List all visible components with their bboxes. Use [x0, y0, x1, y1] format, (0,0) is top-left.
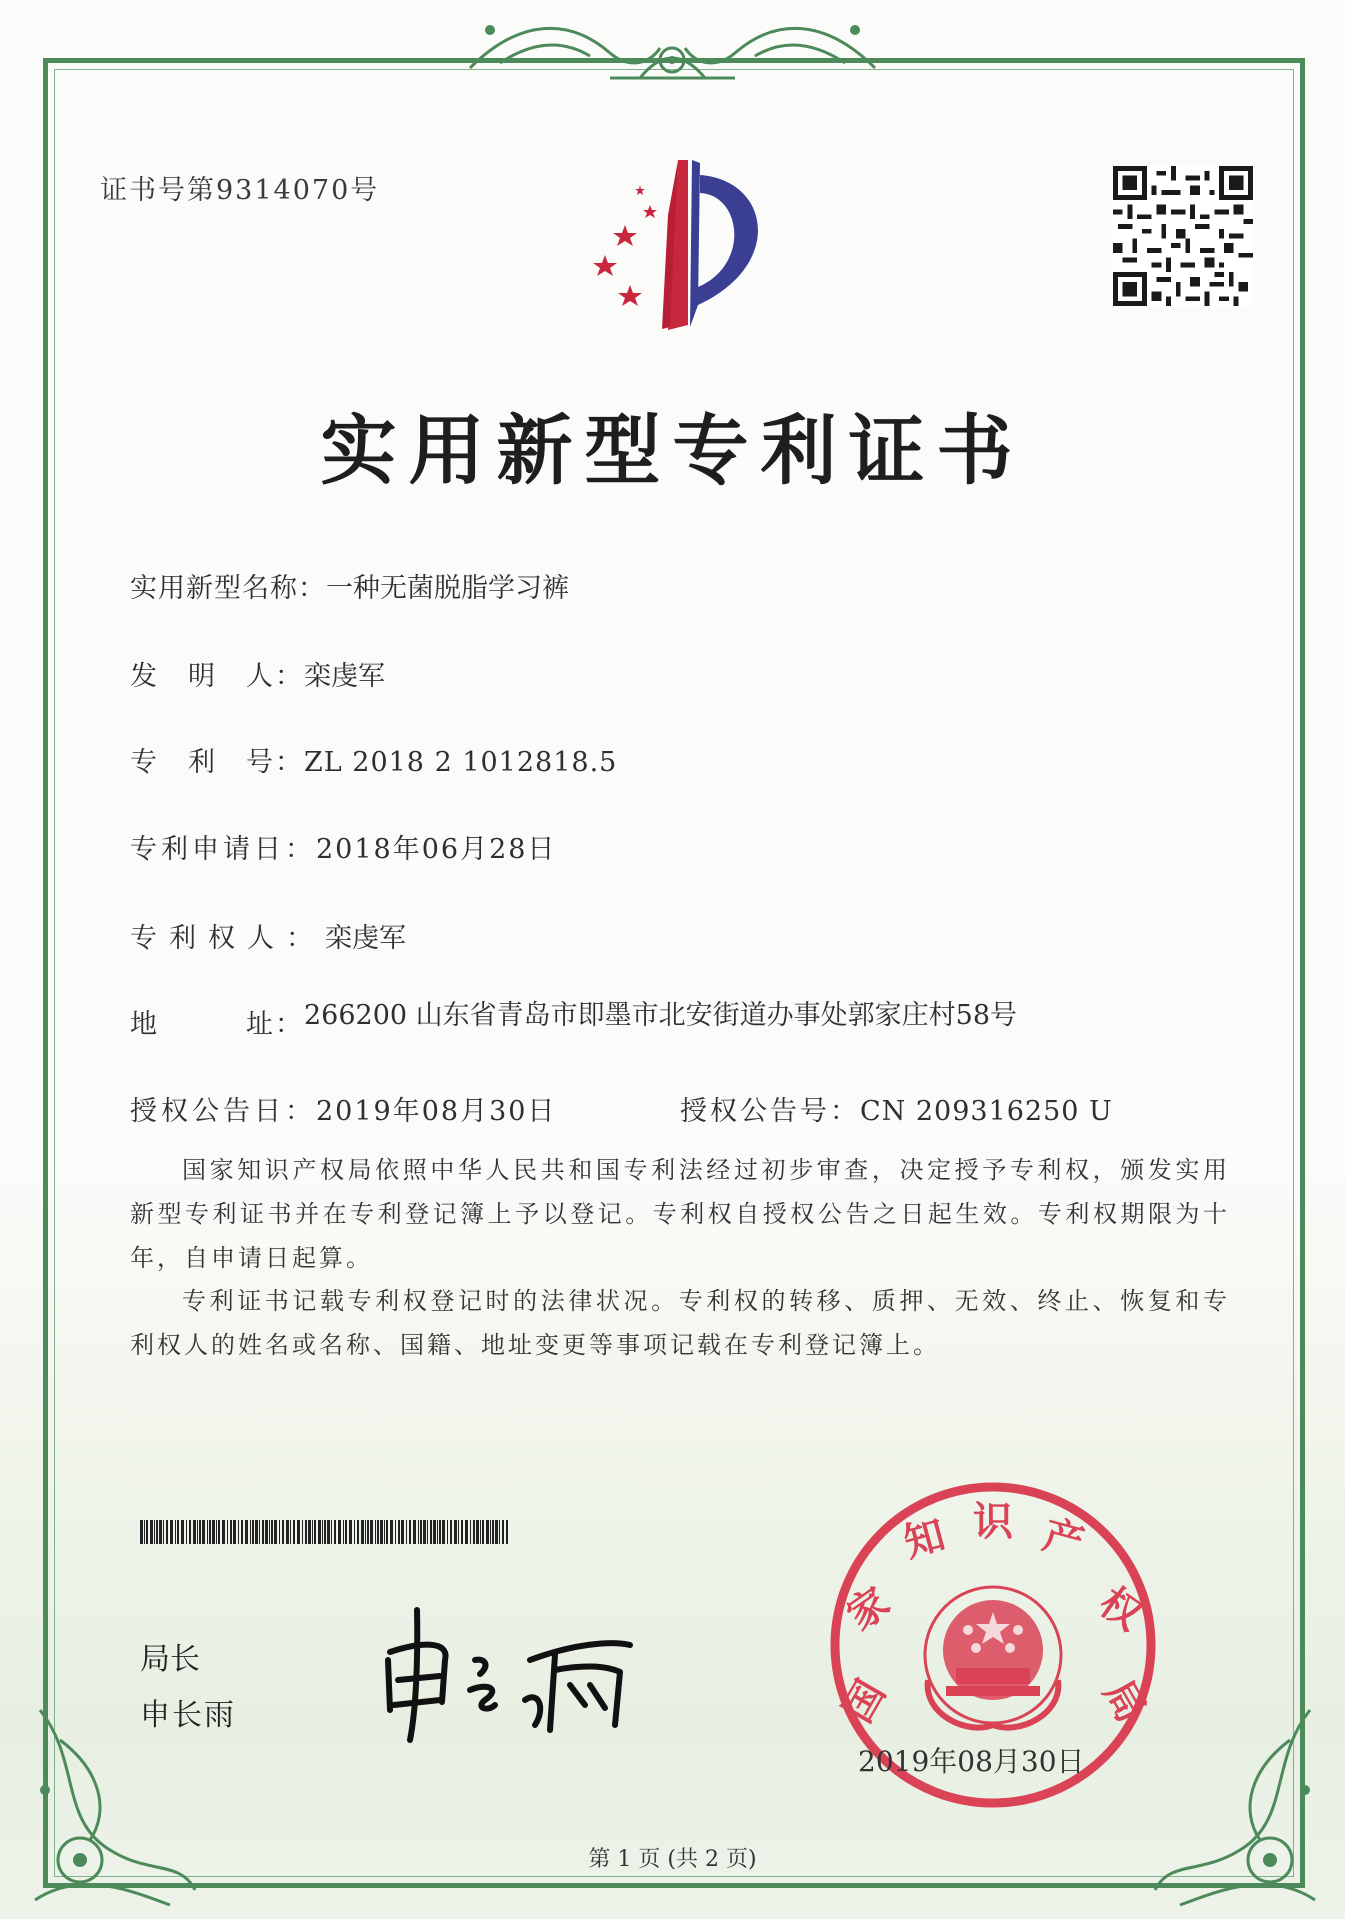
- inventor-field: [130, 654, 385, 693]
- inventor-name: 栾虔军: [304, 661, 385, 692]
- seal-char: 产: [1038, 1512, 1089, 1567]
- barcode-bar: [163, 1520, 164, 1544]
- utility-model-name-field: [130, 566, 569, 605]
- barcode-bar: [166, 1520, 168, 1544]
- field-label: 发 明 人：: [130, 661, 304, 692]
- top-ornament-icon: [460, 8, 885, 88]
- barcode-bar: [230, 1520, 232, 1544]
- director-name: 申长雨: [140, 1698, 236, 1733]
- barcode-bar: [409, 1520, 411, 1544]
- legal-status-paragraph: 专利证书记载专利权登记时的法律状况。专利权的转移、质押、无效、终止、恢复和专利权人的姓名或名称、国籍、地址变更等事项记载在专利登记簿上。: [130, 1287, 1230, 1359]
- barcode-bar: [305, 1520, 307, 1544]
- field-label: 专利权人：: [130, 923, 325, 954]
- barcode-bar: [370, 1520, 373, 1544]
- field-label: 授权公告日：: [130, 1096, 316, 1127]
- qr-code-icon: [1113, 166, 1253, 306]
- barcode-bar: [282, 1520, 284, 1544]
- barcode-bar: [189, 1520, 191, 1544]
- seal-char: 权: [1090, 1579, 1151, 1640]
- barcode-bar: [465, 1520, 468, 1544]
- barcode-bar: [458, 1520, 459, 1544]
- seal-char: 家: [838, 1579, 899, 1640]
- barcode-bar: [334, 1520, 336, 1544]
- address-field: [130, 1002, 1024, 1041]
- barcode-bar: [212, 1520, 215, 1544]
- barcode-bar: [331, 1520, 332, 1544]
- barcode-bar: [216, 1520, 217, 1544]
- seal-char: 局: [1094, 1672, 1155, 1731]
- barcode-bar: [279, 1520, 280, 1544]
- field-label: 实用新型名称：: [130, 573, 326, 604]
- barcode-bar: [447, 1520, 448, 1544]
- barcode-bar: [207, 1520, 208, 1544]
- barcode-bar: [437, 1520, 438, 1544]
- barcode-bar: [495, 1520, 498, 1544]
- barcode-bar: [154, 1520, 155, 1544]
- barcode-bar: [395, 1520, 396, 1544]
- barcode-bar: [492, 1520, 494, 1544]
- certificate-number: 证书号第9314070号: [100, 175, 380, 206]
- barcode-bar: [361, 1520, 364, 1544]
- barcode-icon: [140, 1520, 508, 1544]
- barcode-bar: [150, 1520, 153, 1544]
- barcode-bar: [343, 1520, 344, 1544]
- barcode-bar: [245, 1520, 248, 1544]
- barcode-bar: [181, 1520, 184, 1544]
- barcode-bar: [297, 1520, 300, 1544]
- barcode-bar: [209, 1520, 211, 1544]
- barcode-bar: [490, 1520, 491, 1544]
- barcode-bar: [430, 1520, 432, 1544]
- field-label: 授权公告号：: [680, 1096, 860, 1127]
- field-label: 地 址：: [130, 1009, 304, 1040]
- patent-number: ZL 2018 2 1012818.5: [304, 747, 618, 778]
- patent-holder-field: [130, 916, 406, 955]
- barcode-bar: [144, 1520, 145, 1544]
- barcode-bar: [238, 1520, 239, 1544]
- barcode-bar: [175, 1520, 176, 1544]
- grant-number-field: [680, 1089, 1113, 1128]
- barcode-bar: [423, 1520, 426, 1544]
- barcode-bar: [384, 1520, 385, 1544]
- barcode-bar: [255, 1520, 258, 1544]
- barcode-bar: [146, 1520, 148, 1544]
- certificate-title: 实用新型专利证书: [320, 406, 1025, 495]
- barcode-bar: [322, 1520, 323, 1544]
- barcode-bar: [302, 1520, 303, 1544]
- patent-office-logo-icon: [570, 155, 790, 335]
- barcode-bar: [427, 1520, 428, 1544]
- director-title: 局长: [140, 1642, 200, 1677]
- barcode-bar: [271, 1520, 273, 1544]
- barcode-bar: [499, 1520, 500, 1544]
- barcode-bar: [218, 1520, 220, 1544]
- barcode-bar: [177, 1520, 179, 1544]
- barcode-bar: [398, 1520, 400, 1544]
- grant-date: 2019年08月30日: [316, 1096, 557, 1127]
- barcode-bar: [314, 1520, 316, 1544]
- barcode-bar: [327, 1520, 330, 1544]
- grant-date-field: [130, 1089, 556, 1128]
- barcode-bar: [357, 1520, 359, 1544]
- utility-model-name: 一种无菌脱脂学习裤: [326, 573, 569, 604]
- barcode-bar: [274, 1520, 277, 1544]
- barcode-bar: [233, 1520, 236, 1544]
- barcode-bar: [354, 1520, 355, 1544]
- barcode-bar: [375, 1520, 376, 1544]
- barcode-bar: [338, 1520, 341, 1544]
- filing-date: 2018年06月28日: [316, 834, 557, 865]
- bottom-right-ornament-icon: [1140, 1700, 1330, 1910]
- barcode-bar: [252, 1520, 254, 1544]
- patent-number-field: [130, 740, 617, 779]
- barcode-bar: [202, 1520, 205, 1544]
- barcode-bar: [349, 1520, 352, 1544]
- barcode-bar: [418, 1520, 419, 1544]
- barcode-bar: [324, 1520, 326, 1544]
- barcode-bar: [454, 1520, 457, 1544]
- director-signature-icon: [370, 1590, 690, 1750]
- barcode-bar: [159, 1520, 162, 1544]
- barcode-bar: [461, 1520, 463, 1544]
- field-label: 专利申请日：: [130, 834, 316, 865]
- barcode-bar: [506, 1520, 508, 1544]
- barcode-bar: [413, 1520, 416, 1544]
- barcode-bar: [197, 1520, 198, 1544]
- barcode-bar: [502, 1520, 504, 1544]
- barcode-bar: [312, 1520, 313, 1544]
- barcode-bar: [476, 1520, 479, 1544]
- barcode-bar: [390, 1520, 393, 1544]
- seal-char: 识: [973, 1499, 1013, 1545]
- barcode-bar: [345, 1520, 347, 1544]
- barcode-bar: [199, 1520, 201, 1544]
- barcode-bar: [227, 1520, 228, 1544]
- barcode-bar: [170, 1520, 173, 1544]
- seal-char: 知: [899, 1512, 950, 1567]
- barcode-bar: [186, 1520, 187, 1544]
- page-number: 第 1 页 (共 2 页): [588, 1847, 757, 1872]
- barcode-bar: [269, 1520, 270, 1544]
- barcode-bar: [439, 1520, 441, 1544]
- barcode-bar: [450, 1520, 452, 1544]
- barcode-bar: [250, 1520, 251, 1544]
- barcode-bar: [377, 1520, 379, 1544]
- barcode-bar: [386, 1520, 388, 1544]
- barcode-bar: [473, 1520, 475, 1544]
- barcode-bar: [367, 1520, 369, 1544]
- barcode-bar: [480, 1520, 481, 1544]
- barcode-bar: [222, 1520, 225, 1544]
- barcode-bar: [433, 1520, 436, 1544]
- barcode-bar: [486, 1520, 489, 1544]
- barcode-bar: [318, 1520, 321, 1544]
- barcode-bar: [380, 1520, 383, 1544]
- barcode-bar: [442, 1520, 445, 1544]
- patent-holder: 栾虔军: [325, 923, 406, 954]
- barcode-bar: [420, 1520, 422, 1544]
- grant-number: CN 209316250 U: [860, 1096, 1113, 1127]
- barcode-bar: [293, 1520, 295, 1544]
- barcode-bar: [482, 1520, 484, 1544]
- field-label: 专 利 号：: [130, 747, 304, 778]
- barcode-bar: [470, 1520, 471, 1544]
- barcode-bar: [308, 1520, 311, 1544]
- seal-date: 2019年08月30日: [858, 1745, 1085, 1778]
- barcode-bar: [265, 1520, 268, 1544]
- barcode-bar: [262, 1520, 264, 1544]
- barcode-bar: [290, 1520, 291, 1544]
- grant-statement-paragraph: 国家知识产权局依照中华人民共和国专利法经过初步审查，决定授予专利权，颁发实用新型专利证书并在专利登记簿上予以登记。专利权自授权公告之日起生效。专利权期限为十年，自申请日起算。: [130, 1156, 1230, 1272]
- barcode-bar: [286, 1520, 289, 1544]
- barcode-bar: [406, 1520, 407, 1544]
- barcode-bar: [193, 1520, 196, 1544]
- barcode-bar: [401, 1520, 404, 1544]
- barcode-bar: [259, 1520, 260, 1544]
- seal-char: 国: [834, 1672, 895, 1731]
- barcode-bar: [140, 1520, 143, 1544]
- filing-date-field: [130, 827, 556, 866]
- barcode-bar: [241, 1520, 243, 1544]
- barcode-bar: [156, 1520, 158, 1544]
- address: 266200 山东省青岛市即墨市北安街道办事处郭家庄村58号: [304, 1000, 1018, 1031]
- barcode-bar: [365, 1520, 366, 1544]
